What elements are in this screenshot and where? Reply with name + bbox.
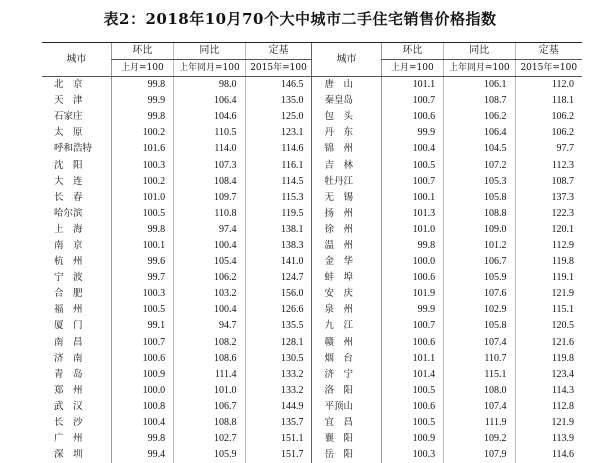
table-row <box>42 157 582 173</box>
yoy-cell-right: 107.2 <box>444 157 515 173</box>
table-row <box>42 351 582 367</box>
base-cell-left: 135.7 <box>245 415 312 431</box>
subheader-base-right: 2015年=100 <box>515 60 582 77</box>
yoy-cell-right: 107.9 <box>444 447 515 463</box>
base-cell-left: 119.5 <box>245 206 312 222</box>
base-cell-left: 135.0 <box>245 93 312 109</box>
city-cell-left: 上 海 <box>42 222 111 238</box>
city-cell-right: 包 头 <box>312 109 381 125</box>
base-cell-left: 151.1 <box>245 431 312 447</box>
header-mom-left: 环比 <box>111 43 173 60</box>
city-cell-right: 宜 昌 <box>312 415 381 431</box>
city-cell-right: 温 州 <box>312 238 381 254</box>
base-cell-left: 138.3 <box>245 238 312 254</box>
yoy-cell-right: 108.7 <box>444 93 515 109</box>
mom-cell-right: 100.7 <box>381 318 443 334</box>
table-row <box>42 190 582 206</box>
city-cell-left: 南 昌 <box>42 335 111 351</box>
mom-cell-left: 100.5 <box>111 302 173 318</box>
city-cell-left: 福 州 <box>42 302 111 318</box>
base-cell-left: 141.0 <box>245 254 312 270</box>
base-cell-right: 119.1 <box>515 270 582 286</box>
city-cell-left: 厦 门 <box>42 318 111 334</box>
yoy-cell-right: 105.3 <box>444 174 515 190</box>
city-cell-right: 锦 州 <box>312 141 381 157</box>
base-cell-right: 114.3 <box>515 383 582 399</box>
table-row <box>42 286 582 302</box>
yoy-cell-left: 111.4 <box>174 367 245 383</box>
base-cell-left: 124.7 <box>245 270 312 286</box>
mom-cell-right: 99.9 <box>381 125 443 141</box>
city-cell-right: 扬 州 <box>312 206 381 222</box>
yoy-cell-right: 106.1 <box>444 77 515 94</box>
city-cell-right: 吉 林 <box>312 157 381 173</box>
table-row <box>42 109 582 125</box>
mom-cell-left: 100.4 <box>111 415 173 431</box>
base-cell-right: 120.1 <box>515 222 582 238</box>
yoy-cell-right: 110.7 <box>444 351 515 367</box>
city-cell-right: 泉 州 <box>312 302 381 318</box>
base-cell-left: 156.0 <box>245 286 312 302</box>
mom-cell-left: 99.9 <box>111 93 173 109</box>
mom-cell-right: 100.7 <box>381 93 443 109</box>
city-cell-left: 北 京 <box>42 77 111 94</box>
yoy-cell-left: 108.8 <box>174 415 245 431</box>
header-city-left: 城市 <box>42 43 111 77</box>
mom-cell-left: 99.8 <box>111 77 173 94</box>
city-cell-right: 平顶山 <box>312 399 381 415</box>
base-cell-left: 125.0 <box>245 109 312 125</box>
base-cell-left: 146.5 <box>245 77 312 94</box>
header-yoy-left: 同比 <box>174 43 245 60</box>
city-cell-left: 青 岛 <box>42 367 111 383</box>
base-cell-right: 123.4 <box>515 367 582 383</box>
mom-cell-left: 99.6 <box>111 254 173 270</box>
yoy-cell-right: 106.4 <box>444 125 515 141</box>
table-row <box>42 141 582 157</box>
table-row <box>42 206 582 222</box>
yoy-cell-right: 109.0 <box>444 222 515 238</box>
yoy-cell-left: 103.2 <box>174 286 245 302</box>
mom-cell-right: 100.1 <box>381 190 443 206</box>
header-yoy-right: 同比 <box>444 43 515 60</box>
city-cell-left: 长 沙 <box>42 415 111 431</box>
mom-cell-right: 100.5 <box>381 383 443 399</box>
table-row <box>42 415 582 431</box>
base-cell-left: 151.7 <box>245 447 312 463</box>
yoy-cell-right: 109.2 <box>444 431 515 447</box>
mom-cell-left: 100.2 <box>111 174 173 190</box>
yoy-cell-left: 109.7 <box>174 190 245 206</box>
yoy-cell-left: 100.4 <box>174 238 245 254</box>
mom-cell-left: 99.8 <box>111 222 173 238</box>
mom-cell-left: 100.5 <box>111 206 173 222</box>
mom-cell-left: 99.7 <box>111 270 173 286</box>
base-cell-right: 137.3 <box>515 190 582 206</box>
mom-cell-right: 99.9 <box>381 302 443 318</box>
subheader-mom-left: 上月=100 <box>111 60 173 77</box>
city-cell-left: 郑 州 <box>42 383 111 399</box>
header-base-left: 定基 <box>245 43 312 60</box>
mom-cell-right: 100.7 <box>381 174 443 190</box>
yoy-cell-left: 105.4 <box>174 254 245 270</box>
table-row <box>42 335 582 351</box>
yoy-cell-left: 100.4 <box>174 302 245 318</box>
table-row <box>42 383 582 399</box>
base-cell-right: 121.6 <box>515 335 582 351</box>
city-cell-left: 武 汉 <box>42 399 111 415</box>
yoy-cell-left: 101.0 <box>174 383 245 399</box>
city-cell-right: 丹 东 <box>312 125 381 141</box>
city-cell-left: 大 连 <box>42 174 111 190</box>
subheader-yoy-right: 上年同月=100 <box>444 60 515 77</box>
city-cell-right: 安 庆 <box>312 286 381 302</box>
base-cell-right: 112.3 <box>515 157 582 173</box>
table-row <box>42 254 582 270</box>
price-index-table <box>42 42 582 463</box>
base-cell-right: 97.7 <box>515 141 582 157</box>
yoy-cell-right: 111.9 <box>444 415 515 431</box>
table-row <box>42 238 582 254</box>
yoy-cell-right: 107.6 <box>444 286 515 302</box>
table-row <box>42 302 582 318</box>
table-row <box>42 399 582 415</box>
base-cell-left: 114.5 <box>245 174 312 190</box>
yoy-cell-right: 115.1 <box>444 367 515 383</box>
base-cell-right: 121.9 <box>515 286 582 302</box>
base-cell-right: 119.8 <box>515 254 582 270</box>
city-cell-left: 沈 阳 <box>42 157 111 173</box>
yoy-cell-left: 94.7 <box>174 318 245 334</box>
table-row <box>42 222 582 238</box>
city-cell-right: 赣 州 <box>312 335 381 351</box>
yoy-cell-left: 107.3 <box>174 157 245 173</box>
mom-cell-right: 101.3 <box>381 206 443 222</box>
base-cell-right: 122.3 <box>515 206 582 222</box>
city-cell-left: 济 南 <box>42 351 111 367</box>
city-cell-right: 蚌 埠 <box>312 270 381 286</box>
base-cell-left: 115.3 <box>245 190 312 206</box>
table-row <box>42 77 582 94</box>
base-cell-right: 112.0 <box>515 77 582 94</box>
table-row <box>42 125 582 141</box>
yoy-cell-right: 105.8 <box>444 190 515 206</box>
base-cell-right: 106.2 <box>515 109 582 125</box>
base-cell-right: 112.8 <box>515 399 582 415</box>
mom-cell-left: 99.8 <box>111 109 173 125</box>
table-row <box>42 431 582 447</box>
yoy-cell-right: 106.2 <box>444 109 515 125</box>
yoy-cell-right: 104.5 <box>444 141 515 157</box>
base-cell-left: 133.2 <box>245 367 312 383</box>
mom-cell-left: 101.6 <box>111 141 173 157</box>
base-cell-left: 114.6 <box>245 141 312 157</box>
base-cell-right: 106.2 <box>515 125 582 141</box>
table-row <box>42 174 582 190</box>
city-cell-left: 广 州 <box>42 431 111 447</box>
city-cell-left: 深 圳 <box>42 447 111 463</box>
mom-cell-right: 101.1 <box>381 351 443 367</box>
city-cell-left: 宁 波 <box>42 270 111 286</box>
table-header <box>42 43 582 77</box>
subheader-yoy-left: 上年同月=100 <box>174 60 245 77</box>
subheader-base-left: 2015年=100 <box>245 60 312 77</box>
base-cell-right: 119.8 <box>515 351 582 367</box>
yoy-cell-right: 106.7 <box>444 254 515 270</box>
yoy-cell-right: 107.4 <box>444 335 515 351</box>
yoy-cell-left: 106.2 <box>174 270 245 286</box>
base-cell-right: 121.9 <box>515 415 582 431</box>
city-cell-left: 哈尔滨 <box>42 206 111 222</box>
base-cell-right: 114.6 <box>515 447 582 463</box>
table-title: 表2：2018年10月70个大中城市二手住宅销售价格指数 <box>0 8 600 29</box>
yoy-cell-left: 108.6 <box>174 351 245 367</box>
yoy-cell-right: 105.9 <box>444 270 515 286</box>
mom-cell-left: 100.7 <box>111 335 173 351</box>
mom-cell-right: 100.0 <box>381 254 443 270</box>
mom-cell-right: 100.6 <box>381 335 443 351</box>
mom-cell-right: 100.9 <box>381 431 443 447</box>
city-cell-right: 徐 州 <box>312 222 381 238</box>
yoy-cell-left: 104.6 <box>174 109 245 125</box>
city-cell-left: 石家庄 <box>42 109 111 125</box>
city-cell-right: 烟 台 <box>312 351 381 367</box>
base-cell-right: 118.1 <box>515 93 582 109</box>
yoy-cell-left: 108.2 <box>174 335 245 351</box>
base-cell-right: 120.5 <box>515 318 582 334</box>
mom-cell-left: 100.8 <box>111 399 173 415</box>
city-cell-left: 南 京 <box>42 238 111 254</box>
mom-cell-right: 100.6 <box>381 399 443 415</box>
yoy-cell-left: 106.4 <box>174 93 245 109</box>
mom-cell-left: 100.9 <box>111 367 173 383</box>
mom-cell-left: 99.8 <box>111 431 173 447</box>
yoy-cell-left: 102.7 <box>174 431 245 447</box>
city-cell-left: 天 津 <box>42 93 111 109</box>
table-row <box>42 447 582 463</box>
header-city-right: 城市 <box>312 43 381 77</box>
base-cell-left: 128.1 <box>245 335 312 351</box>
city-cell-right: 秦皇岛 <box>312 93 381 109</box>
table-row <box>42 93 582 109</box>
mom-cell-right: 99.8 <box>381 238 443 254</box>
table-body <box>42 77 582 463</box>
base-cell-right: 112.9 <box>515 238 582 254</box>
mom-cell-left: 99.4 <box>111 447 173 463</box>
mom-cell-left: 100.1 <box>111 238 173 254</box>
table-row <box>42 318 582 334</box>
city-cell-right: 洛 阳 <box>312 383 381 399</box>
yoy-cell-left: 110.5 <box>174 125 245 141</box>
city-cell-right: 无 锡 <box>312 190 381 206</box>
base-cell-left: 133.2 <box>245 383 312 399</box>
mom-cell-left: 100.0 <box>111 383 173 399</box>
mom-cell-left: 100.3 <box>111 286 173 302</box>
yoy-cell-left: 98.0 <box>174 77 245 94</box>
mom-cell-left: 99.1 <box>111 318 173 334</box>
base-cell-left: 116.1 <box>245 157 312 173</box>
yoy-cell-right: 102.9 <box>444 302 515 318</box>
city-cell-left: 太 原 <box>42 125 111 141</box>
subheader-mom-right: 上月=100 <box>381 60 443 77</box>
city-cell-left: 合 肥 <box>42 286 111 302</box>
mom-cell-right: 101.9 <box>381 286 443 302</box>
city-cell-right: 襄 阳 <box>312 431 381 447</box>
mom-cell-right: 101.1 <box>381 77 443 94</box>
yoy-cell-left: 105.9 <box>174 447 245 463</box>
yoy-cell-right: 101.2 <box>444 238 515 254</box>
mom-cell-right: 100.3 <box>381 447 443 463</box>
mom-cell-left: 100.2 <box>111 125 173 141</box>
yoy-cell-left: 110.8 <box>174 206 245 222</box>
mom-cell-right: 100.6 <box>381 109 443 125</box>
base-cell-left: 144.9 <box>245 399 312 415</box>
base-cell-right: 115.1 <box>515 302 582 318</box>
base-cell-right: 113.9 <box>515 431 582 447</box>
city-cell-right: 岳 阳 <box>312 447 381 463</box>
city-cell-right: 金 华 <box>312 254 381 270</box>
yoy-cell-left: 106.7 <box>174 399 245 415</box>
mom-cell-right: 100.5 <box>381 157 443 173</box>
base-cell-left: 126.6 <box>245 302 312 318</box>
header-mom-right: 环比 <box>381 43 443 60</box>
base-cell-right: 108.7 <box>515 174 582 190</box>
mom-cell-right: 100.6 <box>381 270 443 286</box>
mom-cell-left: 100.3 <box>111 157 173 173</box>
yoy-cell-right: 108.8 <box>444 206 515 222</box>
mom-cell-right: 101.0 <box>381 222 443 238</box>
city-cell-right: 牡丹江 <box>312 174 381 190</box>
yoy-cell-right: 108.0 <box>444 383 515 399</box>
base-cell-left: 130.5 <box>245 351 312 367</box>
city-cell-left: 呼和浩特 <box>42 141 111 157</box>
table-row <box>42 367 582 383</box>
header-base-right: 定基 <box>515 43 582 60</box>
city-cell-right: 济 宁 <box>312 367 381 383</box>
city-cell-left: 长 春 <box>42 190 111 206</box>
yoy-cell-right: 107.4 <box>444 399 515 415</box>
yoy-cell-left: 97.4 <box>174 222 245 238</box>
mom-cell-left: 101.0 <box>111 190 173 206</box>
mom-cell-left: 100.6 <box>111 351 173 367</box>
table-row <box>42 270 582 286</box>
mom-cell-right: 101.4 <box>381 367 443 383</box>
base-cell-left: 135.5 <box>245 318 312 334</box>
base-cell-left: 138.1 <box>245 222 312 238</box>
yoy-cell-left: 108.4 <box>174 174 245 190</box>
yoy-cell-left: 114.0 <box>174 141 245 157</box>
base-cell-left: 123.1 <box>245 125 312 141</box>
mom-cell-right: 100.5 <box>381 415 443 431</box>
mom-cell-right: 100.4 <box>381 141 443 157</box>
city-cell-left: 杭 州 <box>42 254 111 270</box>
city-cell-right: 九 江 <box>312 318 381 334</box>
yoy-cell-right: 105.8 <box>444 318 515 334</box>
city-cell-right: 唐 山 <box>312 77 381 94</box>
